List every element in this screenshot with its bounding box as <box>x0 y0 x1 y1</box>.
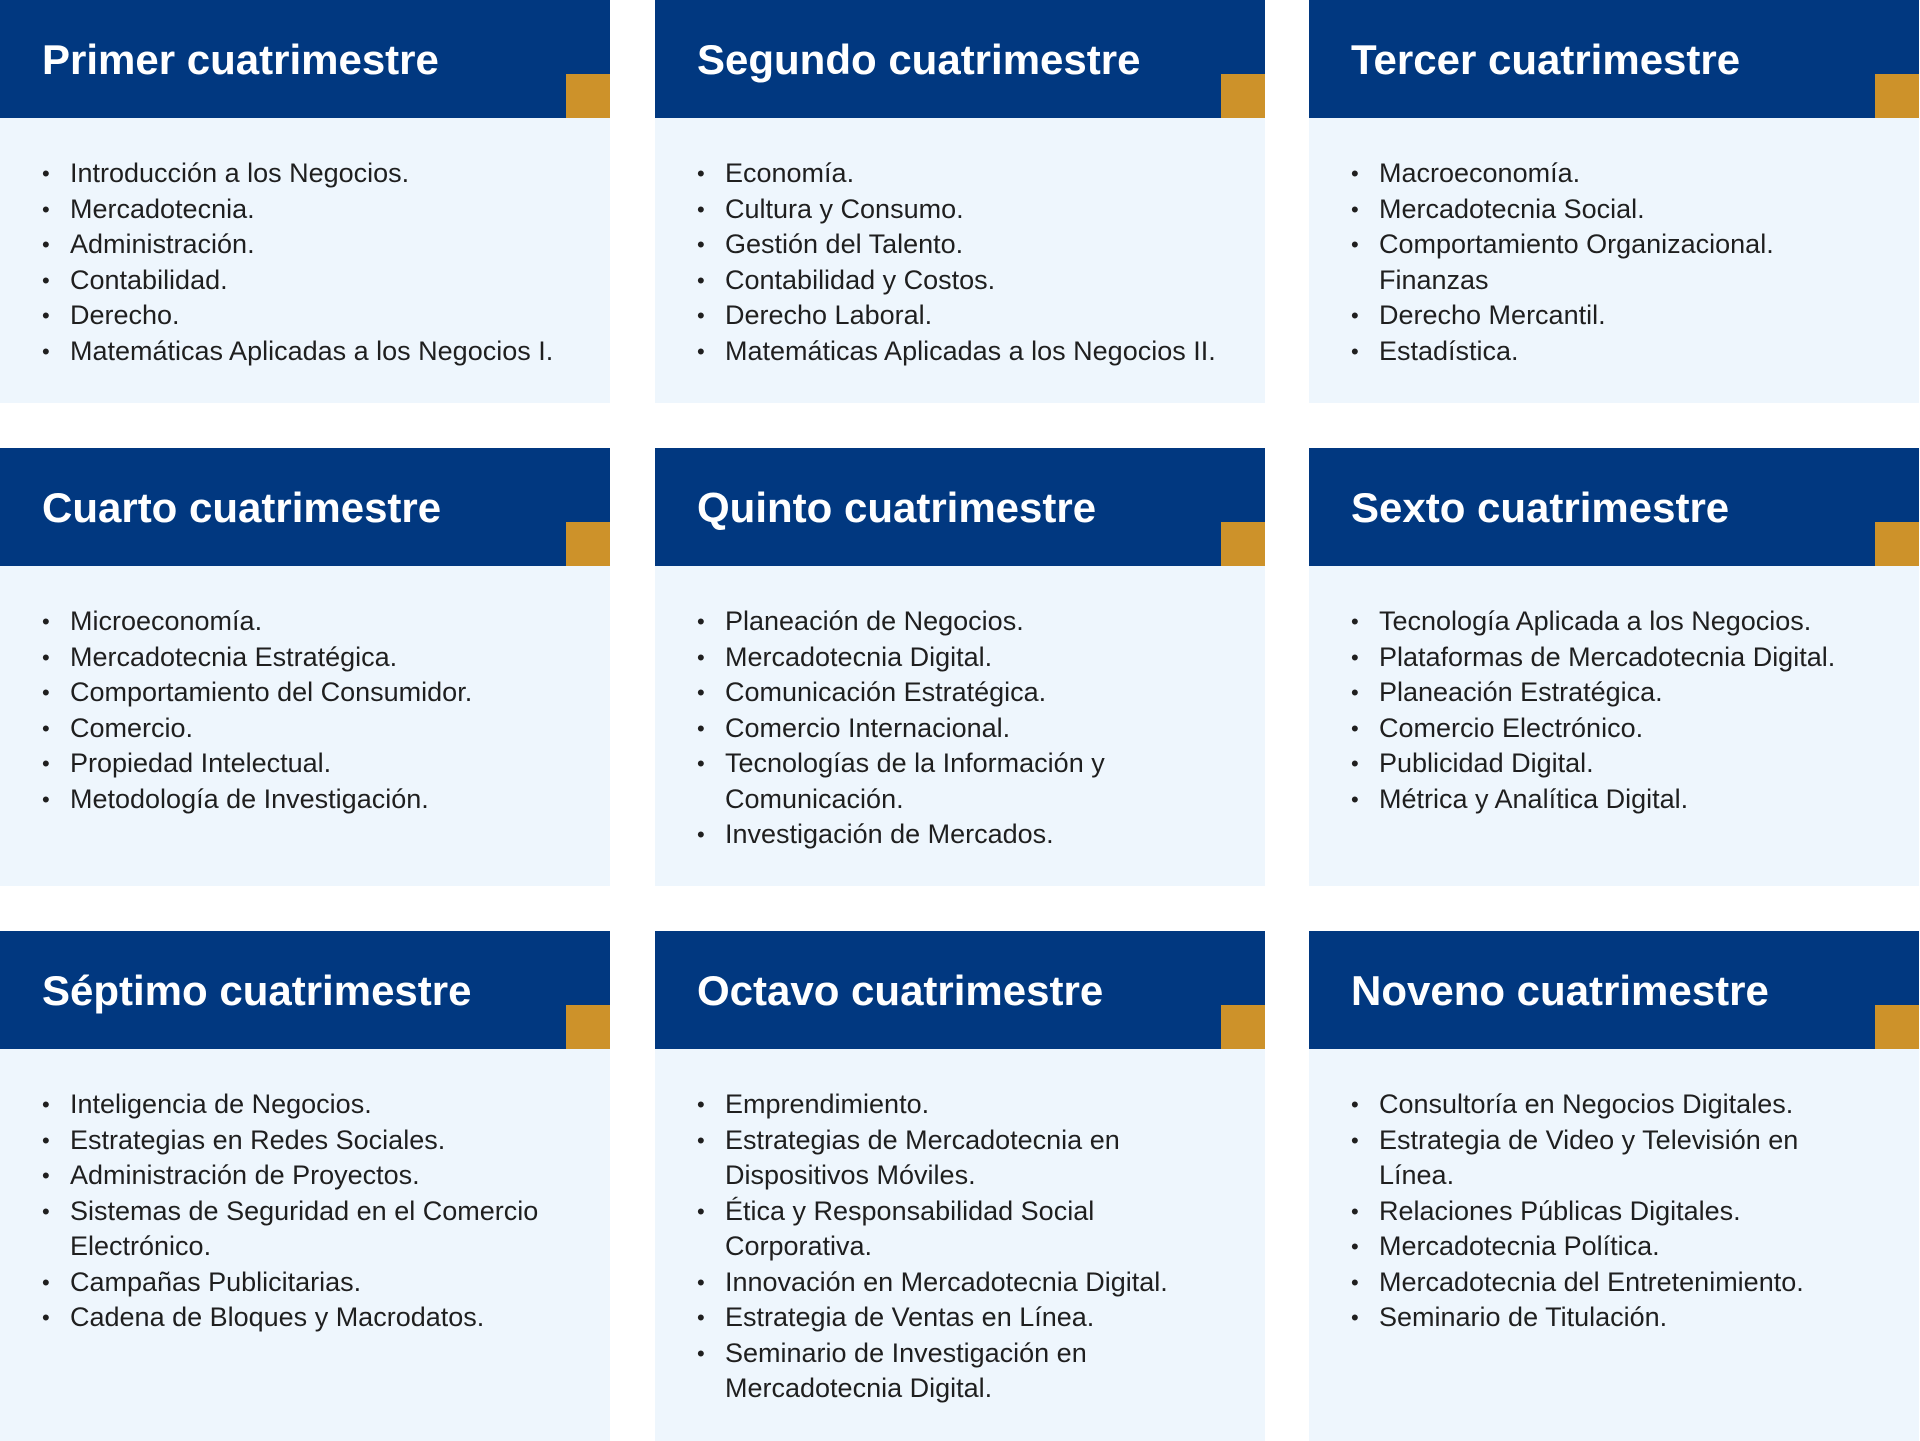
subject-item <box>1351 156 1899 192</box>
subject-list <box>1309 118 1919 369</box>
card-header <box>655 0 1265 118</box>
subject-item-text: • Mercadotecnia. <box>70 193 255 224</box>
subject-item-text: • Emprendimiento. <box>725 1089 930 1119</box>
subject-item-text: • Cadena de Bloques y Macrodatos. <box>70 1302 485 1332</box>
subject-item-text: • Administración de Proyectos. <box>70 1160 420 1190</box>
accent-square <box>1221 74 1265 118</box>
card-octavo-cuatrimestre <box>655 931 1265 1441</box>
subject-item <box>1351 1229 1899 1265</box>
subject-item <box>1351 675 1899 711</box>
subject-item-text: • Contabilidad. <box>70 264 228 295</box>
card-header <box>0 931 610 1049</box>
card-title: Primer cuatrimestre <box>42 36 439 83</box>
subject-item <box>1351 1194 1899 1230</box>
subject-item <box>42 711 590 747</box>
card-title: Segundo cuatrimestre <box>697 36 1141 83</box>
subject-item <box>42 334 590 370</box>
subject-item-text: • Microeconomía. <box>70 606 263 636</box>
subject-item <box>697 263 1245 299</box>
subject-item <box>1351 298 1899 334</box>
subject-item-text: • Comercio Electrónico. <box>1379 712 1644 743</box>
subject-item <box>42 1194 590 1265</box>
subject-item-text: • Publicidad Digital. <box>1379 748 1594 778</box>
card-title: Séptimo cuatrimestre <box>42 967 472 1014</box>
subject-list <box>655 118 1265 369</box>
subject-item-text: • Estadística. <box>1379 335 1519 366</box>
subject-item <box>42 192 590 228</box>
accent-square <box>566 522 610 566</box>
subject-item <box>42 604 590 640</box>
subject-item <box>42 640 590 676</box>
subject-item-text: • Derecho Mercantil. <box>1379 300 1606 330</box>
subject-item-text: • Consultoría en Negocios Digitales. <box>1379 1089 1794 1119</box>
card-sexto-cuatrimestre <box>1309 448 1919 886</box>
card-title: Sexto cuatrimestre <box>1351 484 1730 531</box>
subject-item-text: • Mercadotecnia del Entretenimiento. <box>1379 1266 1804 1297</box>
subject-item-text: • Estrategias de Mercadotecnia en <box>725 1124 1120 1155</box>
subject-item-text: Corporativa. <box>725 1231 873 1261</box>
subject-item-text: Electrónico. <box>70 1231 212 1261</box>
subject-item-text: • Cultura y Consumo. <box>725 193 964 224</box>
subject-list <box>1309 1049 1919 1336</box>
subject-item <box>42 263 590 299</box>
subject-item <box>1351 746 1899 782</box>
card-header <box>655 448 1265 566</box>
card-header <box>0 0 610 118</box>
subject-item-text: • Seminario de Titulación. <box>1379 1302 1668 1332</box>
subject-item <box>42 1123 590 1159</box>
subject-item <box>697 1336 1245 1407</box>
subject-item <box>1351 1265 1899 1301</box>
subject-item <box>42 1265 590 1301</box>
card-title: Cuarto cuatrimestre <box>42 484 442 531</box>
card-tercer-cuatrimestre <box>1309 0 1919 403</box>
subject-item <box>697 675 1245 711</box>
subject-item <box>42 782 590 818</box>
subject-item-text: • Investigación de Mercados. <box>725 819 1054 849</box>
subject-item-text: • Comunicación Estratégica. <box>725 677 1047 707</box>
accent-square <box>1875 522 1919 566</box>
subject-item-text: • Comercio. <box>70 712 194 743</box>
subject-item <box>42 746 590 782</box>
subject-item <box>1351 192 1899 228</box>
subject-item-text: • Ética y Responsabilidad Social <box>725 1195 1095 1226</box>
subject-item-text: Mercadotecnia Digital. <box>725 1373 993 1403</box>
card-header <box>655 931 1265 1049</box>
subject-item <box>1351 711 1899 747</box>
card-cuarto-cuatrimestre <box>0 448 610 886</box>
subject-item-text: • Gestión del Talento. <box>725 229 964 259</box>
card-header <box>0 448 610 566</box>
subject-item-text: • Planeación Estratégica. <box>1379 677 1663 707</box>
subject-item <box>1351 604 1899 640</box>
subject-item <box>42 1087 590 1123</box>
subject-item <box>1351 227 1899 298</box>
subject-item-text: • Métrica y Analítica Digital. <box>1379 783 1689 814</box>
subject-item-text: • Contabilidad y Costos. <box>725 264 996 295</box>
subject-item <box>697 1194 1245 1265</box>
card-title: Quinto cuatrimestre <box>697 484 1097 531</box>
card-header <box>1309 0 1919 118</box>
subject-item <box>1351 640 1899 676</box>
subject-item <box>697 1300 1245 1336</box>
subject-item <box>1351 334 1899 370</box>
subject-item-text: • Sistemas de Seguridad en el Comercio <box>70 1195 539 1226</box>
card-primer-cuatrimestre <box>0 0 610 403</box>
subject-item <box>697 746 1245 817</box>
accent-square <box>566 74 610 118</box>
subject-item <box>1351 1300 1899 1336</box>
subject-item-text: • Comercio Internacional. <box>725 712 1011 743</box>
subject-item-text: • Derecho Laboral. <box>725 300 933 330</box>
subject-item <box>697 817 1245 853</box>
subject-item <box>697 711 1245 747</box>
subject-item-text: • Administración. <box>70 229 255 259</box>
subject-item <box>697 298 1245 334</box>
subject-item-text: • Estrategias en Redes Sociales. <box>70 1124 446 1155</box>
subject-item <box>1351 1123 1899 1194</box>
accent-square <box>1875 74 1919 118</box>
subject-item-text: • Comportamiento Organizacional. <box>1379 229 1774 259</box>
subject-item-text: • Mercadotecnia Digital. <box>725 641 993 672</box>
subject-item-text: • Relaciones Públicas Digitales. <box>1379 1195 1741 1226</box>
subject-item-text: • Campañas Publicitarias. <box>70 1266 362 1297</box>
subject-item-text: • Estrategia de Ventas en Línea. <box>725 1302 1095 1332</box>
subject-item-text: • Seminario de Investigación en <box>725 1337 1087 1368</box>
subject-item-text: • Matemáticas Aplicadas a los Negocios I. <box>70 335 554 366</box>
subject-list <box>655 1049 1265 1407</box>
subject-item <box>1351 1087 1899 1123</box>
card-header <box>1309 448 1919 566</box>
subject-item <box>697 640 1245 676</box>
subject-list <box>655 566 1265 853</box>
subject-item <box>42 156 590 192</box>
subject-item-text: • Plataformas de Mercadotecnia Digital. <box>1379 641 1836 672</box>
subject-item <box>697 604 1245 640</box>
subject-item-text: Comunicación. <box>725 783 904 814</box>
subject-item <box>697 334 1245 370</box>
subject-item <box>1351 782 1899 818</box>
subject-list <box>0 566 610 817</box>
subject-item-text: • Propiedad Intelectual. <box>70 748 332 778</box>
subject-item-text: Línea. <box>1379 1160 1455 1190</box>
card-noveno-cuatrimestre <box>1309 931 1919 1441</box>
accent-square <box>566 1005 610 1049</box>
card-title: Noveno cuatrimestre <box>1351 967 1769 1014</box>
subject-item-text: • Mercadotecnia Estratégica. <box>70 641 398 672</box>
subject-item-text: • Planeación de Negocios. <box>725 606 1024 636</box>
subject-item-text: Finanzas <box>1379 264 1489 295</box>
card-title: Octavo cuatrimestre <box>697 967 1104 1014</box>
subject-item-text: • Mercadotecnia Política. <box>1379 1231 1660 1261</box>
subject-item <box>697 1265 1245 1301</box>
subject-item-text: • Comportamiento del Consumidor. <box>70 677 473 707</box>
subject-item <box>42 1300 590 1336</box>
subject-item-text: • Mercadotecnia Social. <box>1379 193 1645 224</box>
card-quinto-cuatrimestre <box>655 448 1265 886</box>
accent-square <box>1221 1005 1265 1049</box>
subject-item-text: • Inteligencia de Negocios. <box>70 1089 372 1119</box>
card-title: Tercer cuatrimestre <box>1351 36 1741 83</box>
subject-item <box>697 156 1245 192</box>
subject-item-text: • Innovación en Mercadotecnia Digital. <box>725 1266 1168 1297</box>
subject-item-text: • Tecnologías de la Información y <box>725 748 1105 778</box>
subject-item-text: • Derecho. <box>70 300 180 330</box>
subject-item <box>697 1087 1245 1123</box>
subject-item-text: • Matemáticas Aplicadas a los Negocios II. <box>725 335 1216 366</box>
subject-item-text: Dispositivos Móviles. <box>725 1160 976 1190</box>
card-header <box>1309 931 1919 1049</box>
subject-list <box>0 118 610 369</box>
subject-item-text: • Tecnología Aplicada a los Negocios. <box>1379 606 1812 636</box>
accent-square <box>1875 1005 1919 1049</box>
subject-item-text: • Macroeconomía. <box>1379 158 1581 188</box>
subject-item <box>42 298 590 334</box>
card-segundo-cuatrimestre <box>655 0 1265 403</box>
subject-item <box>697 1123 1245 1194</box>
subject-item <box>42 675 590 711</box>
subject-item-text: • Metodología de Investigación. <box>70 783 429 814</box>
subject-item-text: • Economía. <box>725 158 855 188</box>
subject-item <box>697 192 1245 228</box>
subject-item <box>697 227 1245 263</box>
subject-list <box>1309 566 1919 817</box>
subject-item-text: • Estrategia de Video y Televisión en <box>1379 1124 1799 1155</box>
subject-item <box>42 227 590 263</box>
subject-item <box>42 1158 590 1194</box>
subject-list <box>0 1049 610 1336</box>
card-septimo-cuatrimestre <box>0 931 610 1441</box>
accent-square <box>1221 522 1265 566</box>
subject-item-text: • Introducción a los Negocios. <box>70 158 410 188</box>
